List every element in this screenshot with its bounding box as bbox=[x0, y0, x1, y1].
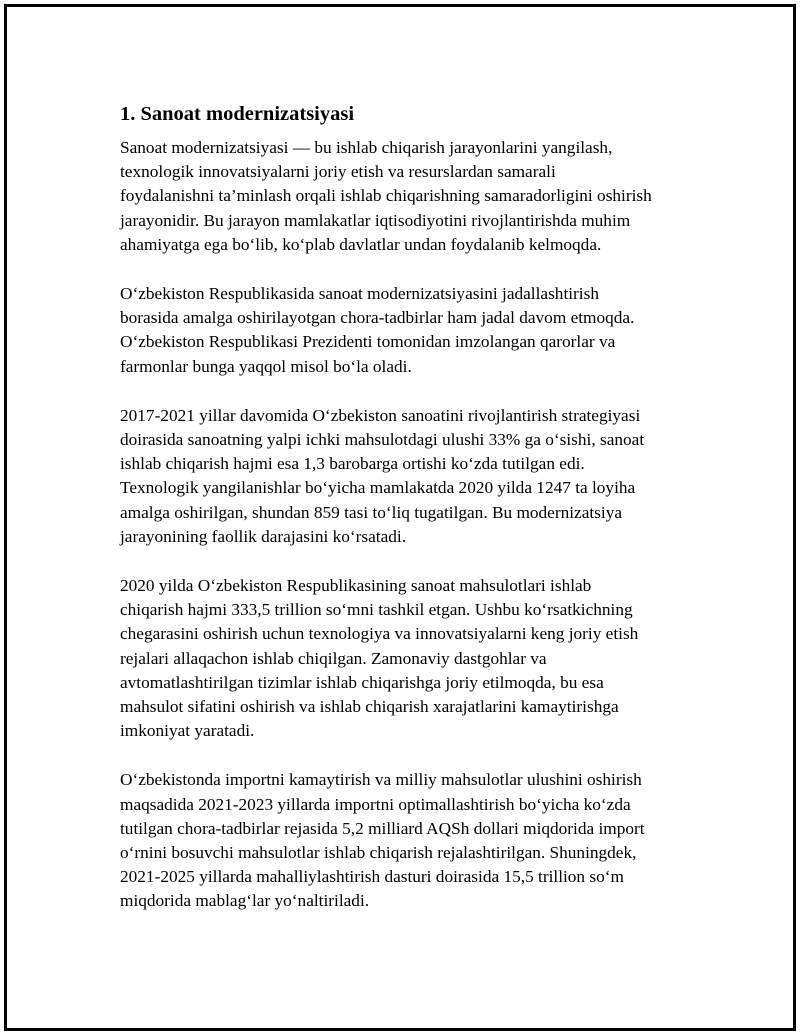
text-line: Sanoat modernizatsiyasi — bu ishlab chiqarish jarayonlarini yangilash, bbox=[120, 138, 613, 157]
text-line: maqsadida 2021-2023 yillarda importni optimallashtirish bo‘yicha ko‘zda bbox=[120, 794, 631, 814]
text-line: jarayonining faollik darajasini ko‘rsatadi. bbox=[120, 526, 407, 546]
text-line: 2020 yilda O‘zbekiston Respublikasining sanoat mahsulotlari ishlab bbox=[120, 576, 592, 596]
text-line: 2017-2021 yillar davomida O‘zbekiston sanoatini rivojlantirish strategiyasi bbox=[120, 405, 641, 425]
paragraph-5 bbox=[120, 768, 720, 913]
text-line: O‘zbekiston Respublikasida sanoat modernizatsiyasini jadallashtirish bbox=[120, 284, 599, 304]
section-heading: 1. Sanoat modernizatsiyasi bbox=[120, 103, 355, 125]
text-line: avtomatlashtirilgan tizimlar ishlab chiqarishga joriy etilmoqda, bu esa bbox=[120, 672, 604, 692]
paragraph-2 bbox=[120, 282, 720, 379]
text-line: chegarasini oshirish uchun texnologiya va innovatsiyalarni keng joriy etish bbox=[120, 624, 639, 644]
paragraph-1 bbox=[120, 136, 720, 257]
text-line: doirasida sanoatning yalpi ichki mahsulotdagi ulushi 33% ga o‘sishi, sanoat bbox=[120, 430, 645, 450]
paragraph-4 bbox=[120, 574, 720, 743]
paragraph-3 bbox=[120, 404, 720, 549]
page-frame bbox=[4, 4, 796, 1031]
text-line: jarayonidir. Bu jarayon mamlakatlar iqtisodiyotini rivojlantirishda muhim bbox=[120, 210, 631, 230]
text-line: borasida amalga oshirilayotgan chora-tadbirlar ham jadal davom etmoqda. bbox=[120, 308, 635, 328]
document-body bbox=[120, 100, 720, 914]
text-line: texnologik innovatsiyalarni joriy etish va resurslardan samarali bbox=[120, 162, 556, 182]
text-line: ahamiyatga ega bo‘lib, ko‘plab davlatlar undan foydalanib kelmoqda. bbox=[120, 234, 602, 254]
text-line: ishlab chiqarish hajmi esa 1,3 barobarga ortishi ko‘zda tutilgan edi. bbox=[120, 454, 585, 474]
text-line: rejalari allaqachon ishlab chiqilgan. Zamonaviy dastgohlar va bbox=[120, 648, 547, 668]
text-line: Texnologik yangilanishlar bo‘yicha mamlakatda 2020 yilda 1247 ta loyiha bbox=[120, 478, 636, 498]
text-line: tutilgan chora-tadbirlar rejasida 5,2 milliard AQSh dollari miqdorida import bbox=[120, 818, 645, 838]
text-line: chiqarish hajmi 333,5 trillion so‘mni tashkil etgan. Ushbu ko‘rsatkichning bbox=[120, 600, 633, 620]
text-line: miqdorida mablag‘lar yo‘naltiriladi. bbox=[120, 891, 370, 911]
text-line: imkoniyat yaratadi. bbox=[120, 721, 255, 741]
text-line: amalga oshirilgan, shundan 859 tasi to‘liq tugatilgan. Bu modernizatsiya bbox=[120, 502, 623, 522]
text-line: 2021-2025 yillarda mahalliylashtirish dasturi doirasida 15,5 trillion so‘m bbox=[120, 867, 624, 887]
text-line: o‘rnini bosuvchi mahsulotlar ishlab chiqarish rejalashtirilgan. Shuningdek, bbox=[120, 843, 637, 863]
text-line: foydalanishni ta’minlash orqali ishlab chiqarishning samaradorligini oshirish bbox=[120, 186, 652, 206]
text-line: mahsulot sifatini oshirish va ishlab chiqarish xarajatlarini kamaytirishga bbox=[120, 697, 619, 717]
text-line: O‘zbekiston Respublikasi Prezidenti tomonidan imzolangan qarorlar va bbox=[120, 332, 616, 352]
text-line: farmonlar bunga yaqqol misol bo‘la oladi. bbox=[120, 356, 412, 376]
text-line: O‘zbekistonda importni kamaytirish va milliy mahsulotlar ulushini oshirish bbox=[120, 770, 642, 790]
